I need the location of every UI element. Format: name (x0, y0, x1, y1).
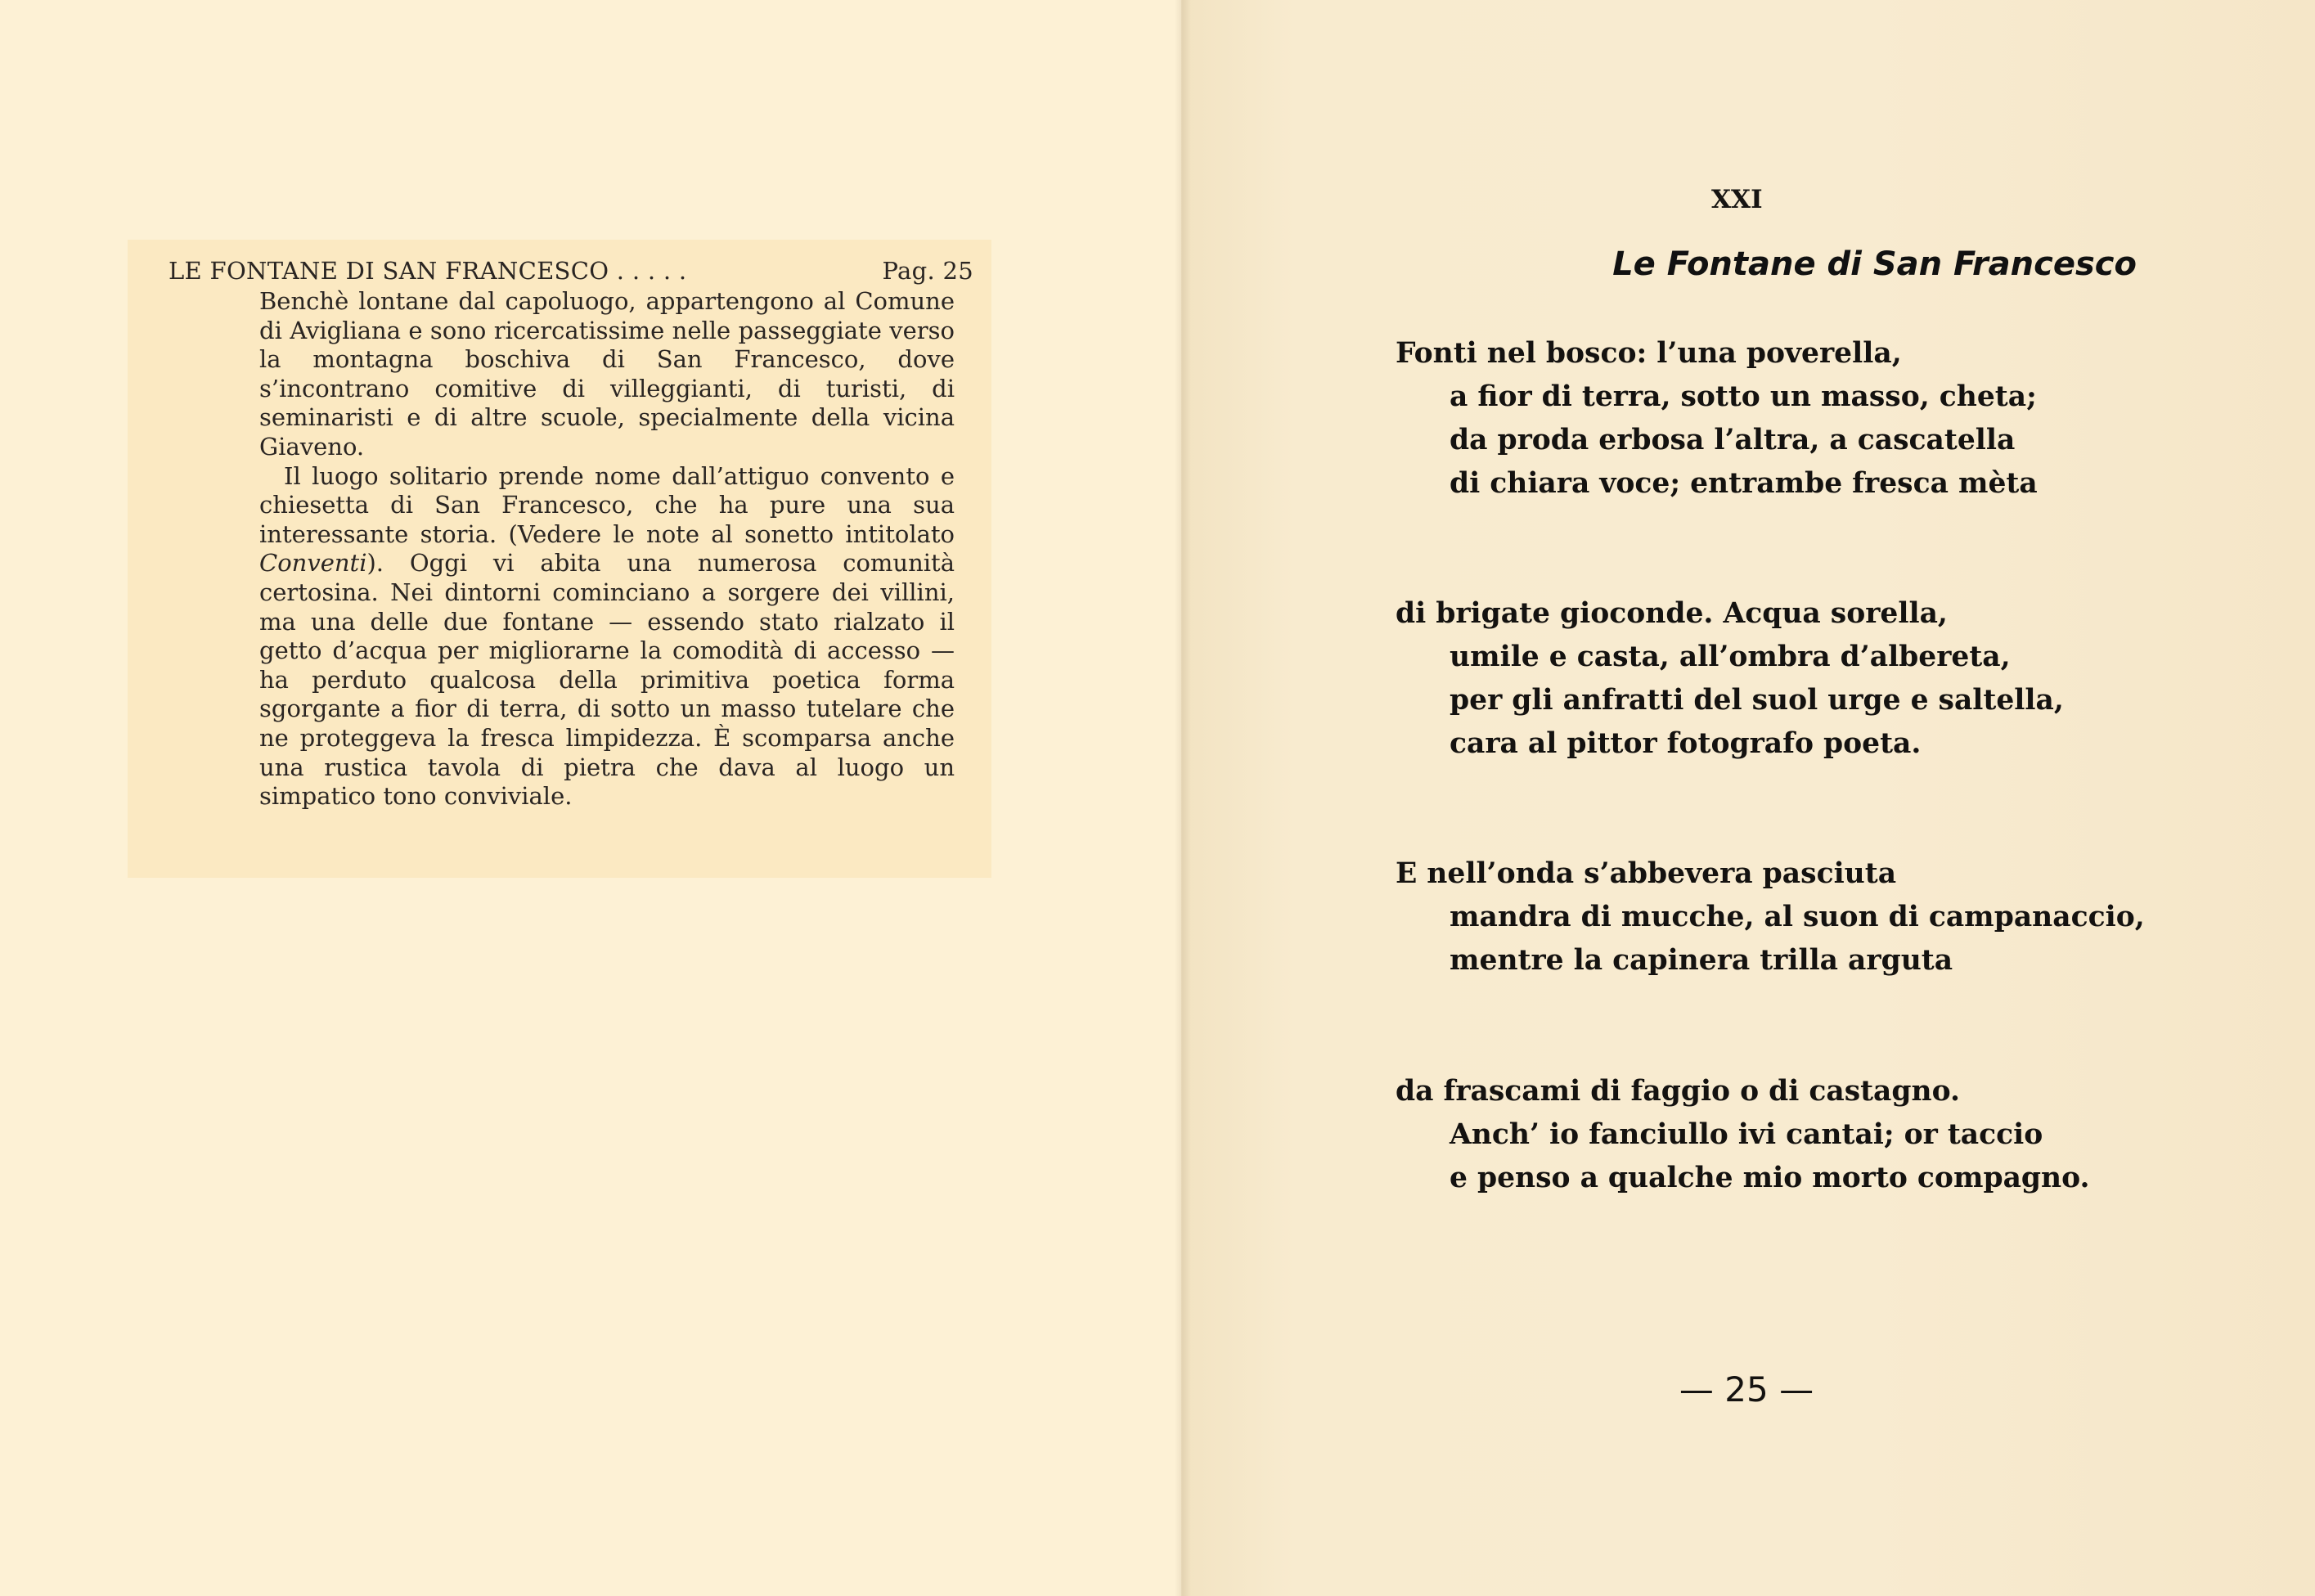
stanza-3 (1396, 852, 2145, 982)
verse-line: e penso a qualche mio morto compagno. (1450, 1162, 2090, 1194)
page-number: — 25 — (1679, 1369, 1814, 1409)
stanza-1 (1396, 332, 2038, 506)
notes-paragraph-2-start: Il luogo solitario prende nome dall’attiguo convento e chiesetta di San Francesco, che ha pure una sua interessante storia. (Vedere le note al sonetto intitolato (259, 461, 955, 548)
right-page (1181, 0, 2315, 1596)
notes-italic-reference: Conventi (259, 549, 367, 578)
notes-paragraph-2 (259, 462, 955, 811)
verse-line: mentre la capinera trilla arguta (1450, 944, 1953, 977)
notes-heading (169, 254, 978, 287)
verse-line: da frascami di faggio o di castagno. (1396, 1075, 1961, 1108)
verse-line: mandra di mucche, al suon di campanaccio, (1450, 901, 2145, 933)
verse-line: a fior di terra, sotto un masso, cheta; (1450, 380, 2037, 413)
book-gutter (1175, 0, 1191, 1596)
notes-paragraph-2-end: ). Oggi vi abita una numerosa comunità certosina. Nei dintorni cominciano a sorgere dei villini, ma una delle due fontane — essendo stato rialzato il getto d’acqua per migliorarne la comodità di accesso — ha perduto qualcosa della primitiva poetica forma sgorgante a fior di terra, di sotto un masso tutelare che ne proteggeva la fresca limpidezza. È scomparsa anche una rustica tavola di pietra che dava al luogo un simpatico tono conviviale. (259, 549, 955, 811)
verse-line: di brigate gioconde. Acqua sorella, (1396, 597, 1948, 630)
verse-line: cara al pittor fotografo poeta. (1450, 727, 1922, 760)
verse-line: E nell’onda s’abbevera pasciuta (1396, 857, 1897, 890)
verse-line: per gli anfratti del suol urge e saltella, (1450, 684, 2064, 717)
verse-line: umile e casta, all’ombra d’albereta, (1450, 641, 2011, 673)
notes-heading-title: LE FONTANE DI SAN FRANCESCO . . . . . (169, 257, 687, 285)
verse-line: da proda erbosa l’altra, a cascatella (1450, 424, 2016, 456)
notes-heading-page-ref: Pag. 25 (882, 257, 973, 285)
stanza-2 (1396, 592, 2064, 766)
section-number-text: XXI (1711, 185, 1763, 214)
verse-line: Anch’ io fanciullo ivi cantai; or taccio (1450, 1118, 2043, 1151)
poem-title: Le Fontane di San Francesco (1612, 245, 2137, 283)
notes-paragraph-1: Benchè lontane dal capoluogo, appartengono al Comune di Avigliana e sono ricercatissime nelle passeggiate verso la montagna boschiva di San Francesco, dove s’incontrano comitive di villeggianti, di turisti, di seminaristi e di altre scuole, specialmente della vicina Giaveno. (259, 287, 955, 461)
verse-line: di chiara voce; entrambe fresca mèta (1450, 467, 2038, 500)
verse-line: Fonti nel bosco: l’una poverella, (1396, 337, 1902, 370)
stanza-4 (1396, 1070, 2090, 1200)
notes-clipping (128, 240, 991, 878)
notes-text (169, 254, 978, 811)
